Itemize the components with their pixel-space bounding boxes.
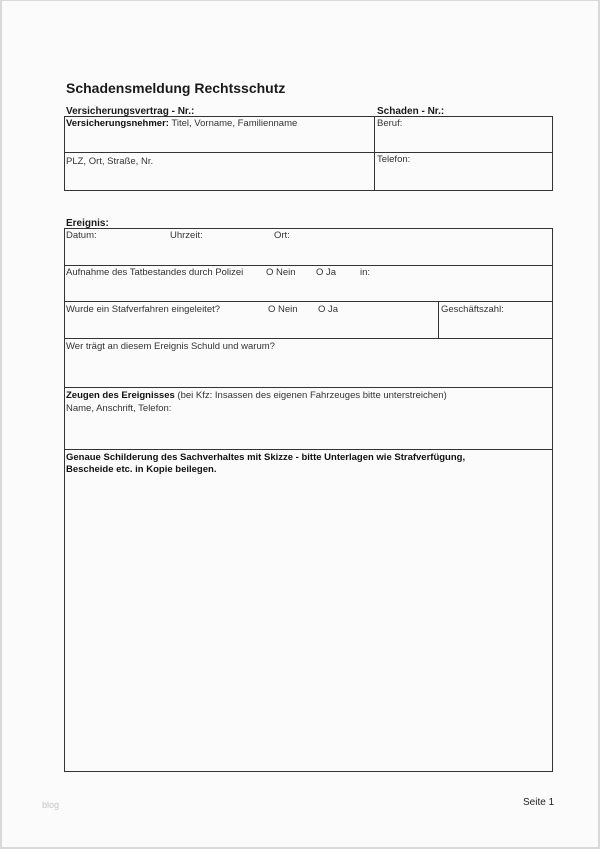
policyholder-name-hint: Titel, Vorname, Familienname [168,118,298,129]
divider [438,301,439,338]
divider [64,449,553,450]
proceedings-label: Wurde ein Stafverfahren eingeleitet? [66,304,221,315]
divider [64,387,553,388]
divider [374,116,375,191]
witness-details-field[interactable]: Name, Anschrift, Telefon: [66,403,172,414]
divider [64,152,553,153]
police-no-option[interactable]: O Nein [266,267,296,278]
page-title: Schadensmeldung Rechtsschutz [66,80,286,96]
police-yes-option[interactable]: O Ja [316,267,337,278]
watermark: blog [42,800,60,810]
police-record-label: Aufnahme des Tatbestandes durch Polizei [66,267,244,278]
fault-field[interactable]: Wer trägt an diesem Ereignis Schuld und warum? [66,341,275,352]
witness-hint: (bei Kfz: Insassen des eigenen Fahrzeuges bitte unterstreichen) [174,390,447,401]
case-number-field[interactable]: Geschäftszahl: [441,304,504,315]
description-instruction-line1: Genaue Schilderung des Sachverhaltes mit Skizze - bitte Unterlagen wie Strafverfügung, [66,452,466,463]
contract-number-label: Versicherungsvertrag - Nr.: [66,106,195,117]
divider [64,338,553,339]
witness-heading [66,390,447,401]
page-number: Seite 1 [523,797,555,808]
proceedings-yes-option[interactable]: O Ja [318,304,339,315]
policyholder-label: Versicherungsnehmer: [66,118,169,129]
form-page [2,1,598,847]
description-area[interactable] [65,479,552,771]
proceedings-no-option[interactable]: O Nein [268,304,298,315]
profession-field[interactable]: Beruf: [377,118,403,129]
police-location-field[interactable]: in: [360,267,371,278]
address-field[interactable]: PLZ, Ort, Straße, Nr. [66,156,154,167]
divider [64,265,553,266]
time-field[interactable]: Uhrzeit: [170,230,203,241]
place-field[interactable]: Ort: [274,230,290,241]
date-field[interactable]: Datum: [66,230,97,241]
policyholder-name-field[interactable] [66,118,297,129]
claim-number-label: Schaden - Nr.: [377,106,445,117]
divider [64,301,553,302]
witness-label: Zeugen des Ereignisses [66,390,175,401]
description-instruction-line2: Bescheide etc. in Kopie beilegen. [66,464,217,475]
event-heading: Ereignis: [66,218,109,229]
phone-field[interactable]: Telefon: [377,154,411,165]
